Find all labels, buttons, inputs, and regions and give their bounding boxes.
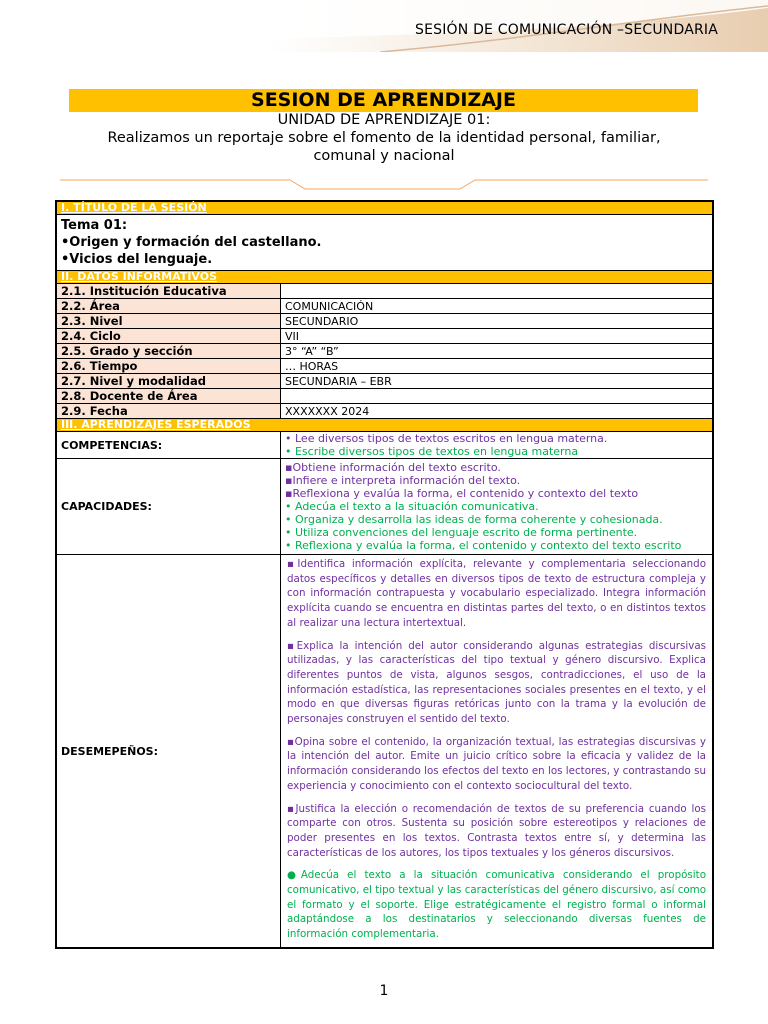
page-number: 1 [379,983,389,999]
datos-value: SECUNDARIO [281,314,714,329]
unit-line-2: Realizamos un reportaje sobre el fomento de la identidad personal, familiar, [107,130,661,146]
datos-value: SECUNDARIA – EBR [281,374,714,389]
header-text: SESIÓN DE COMUNICACIÓN –SECUNDARIA [414,22,718,38]
capacidad-item: • Adecúa el texto a la situación comunicativa. [285,500,539,513]
capacidad-item: • Organiza y desarrolla las ideas de forma coherente y cohesionada. [285,513,663,526]
competencias-cell [281,432,714,459]
tema-item: •Vicios del lenguaje. [61,252,213,267]
datos-value [281,389,714,404]
unit-line-3: comunal y nacional [313,148,455,164]
datos-label: 2.1. Institución Educativa [56,284,281,299]
capacidad-item: ▪Obtiene información del texto escrito. [285,461,501,474]
desempeno-item: ●Adecúa el texto a la situación comunicativa considerando el propósito comunicativo, el tipo textual y las características del género discursivo, así como el formato y el soporte. Elige estratégicamente el registro formal o informal adaptándose a los destinatarios y seleccionando diversas fuentes de información complementaria. [287,869,706,941]
datos-label: 2.3. Nivel [56,314,281,329]
desempeno-item: ▪Identifica información explícita, relevante y complementaria seleccionando datos específicos y detalles en diversos tipos de texto de estructura compleja y con información contrapuesta y vocabulario especializado. Integra información explícita cuando se encuentra en distintas partes del texto, o en distintos textos al realizar una lectura intertextual. [287,558,706,629]
capacidad-item: • Reflexiona y evalúa la forma, el contenido y contexto del texto escrito [285,539,682,552]
competencia-item: • Escribe diversos tipos de textos en lengua materna [285,445,579,458]
datos-label: 2.8. Docente de Área [56,389,281,404]
datos-label: 2.9. Fecha [56,404,281,419]
datos-label: 2.4. Ciclo [56,329,281,344]
session-table [55,200,714,949]
competencia-item: • Lee diversos tipos de textos escritos en lengua materna. [285,432,608,445]
datos-value: VII [281,329,714,344]
unit-line-1: UNIDAD DE APRENDIZAJE 01: [277,112,491,128]
capacidad-item: • Utiliza convenciones del lenguaje escrito de forma pertinente. [285,526,638,539]
capacidad-item: ▪Infiere e interpreta información del texto. [285,474,521,487]
datos-label: 2.5. Grado y sección [56,344,281,359]
section-datos-header: II. DATOS INFORMATIVOS [56,271,713,284]
section-aprendizajes-header: III. APRENDIZAJES ESPERADOS [56,419,713,432]
decorative-divider [60,176,708,192]
datos-value: … HORAS [281,359,714,374]
datos-value: 3° “A” “B” [281,344,714,359]
competencias-label: COMPETENCIAS: [56,432,281,459]
datos-label: 2.6. Tiempo [56,359,281,374]
desempenos-cell [281,555,714,949]
capacidades-label: CAPACIDADES: [56,459,281,555]
datos-label: 2.7. Nivel y modalidad [56,374,281,389]
tema-item: •Origen y formación del castellano. [61,235,322,250]
datos-label: 2.2. Área [56,299,281,314]
tema-title: Tema 01: [61,218,128,233]
capacidad-item: ▪Reflexiona y evalúa la forma, el contenido y contexto del texto [285,487,639,500]
desempenos-label: DESEMEPEÑOS: [56,555,281,949]
datos-value: XXXXXXX 2024 [281,404,714,419]
datos-value [281,284,714,299]
desempeno-item: ▪Justifica la elección o recomendación de textos de su preferencia cuando los comparte con otros. Sustenta su posición sobre estereotipos y relaciones de poder presentes en los textos. Contrasta textos entre sí, y determina las características de los autores, los tipos textuales y los géneros discursivos. [287,802,706,859]
section-title-header: I. TÍTULO DE LA SESIÓN [56,201,713,215]
capacidades-cell [281,459,714,555]
tema-cell [56,215,713,271]
datos-value: COMUNICACIÓN [281,299,714,314]
desempeno-item: ▪Explica la intención del autor considerando algunas estrategias discursivas utilizadas, y las características del tipo textual y género discursivo. Explica diferentes puntos de vista, algunos sesgos, contradicciones, el uso de la información estadística, las representaciones sociales presentes en el texto, y el modo en que diversas figuras retóricas junto con la trama y la evolución de personajes construyen el sentido del texto. [287,639,706,726]
page-title: SESION DE APRENDIZAJE [69,89,698,112]
desempeno-item: ▪Opina sobre el contenido, la organización textual, las estrategias discursivas y la intención del autor. Emite un juicio crítico sobre la eficacia y validez de la información considerando los efectos del texto en los lectores, y contrastando su experiencia y conocimiento con el contexto sociocultural del texto. [287,735,706,792]
